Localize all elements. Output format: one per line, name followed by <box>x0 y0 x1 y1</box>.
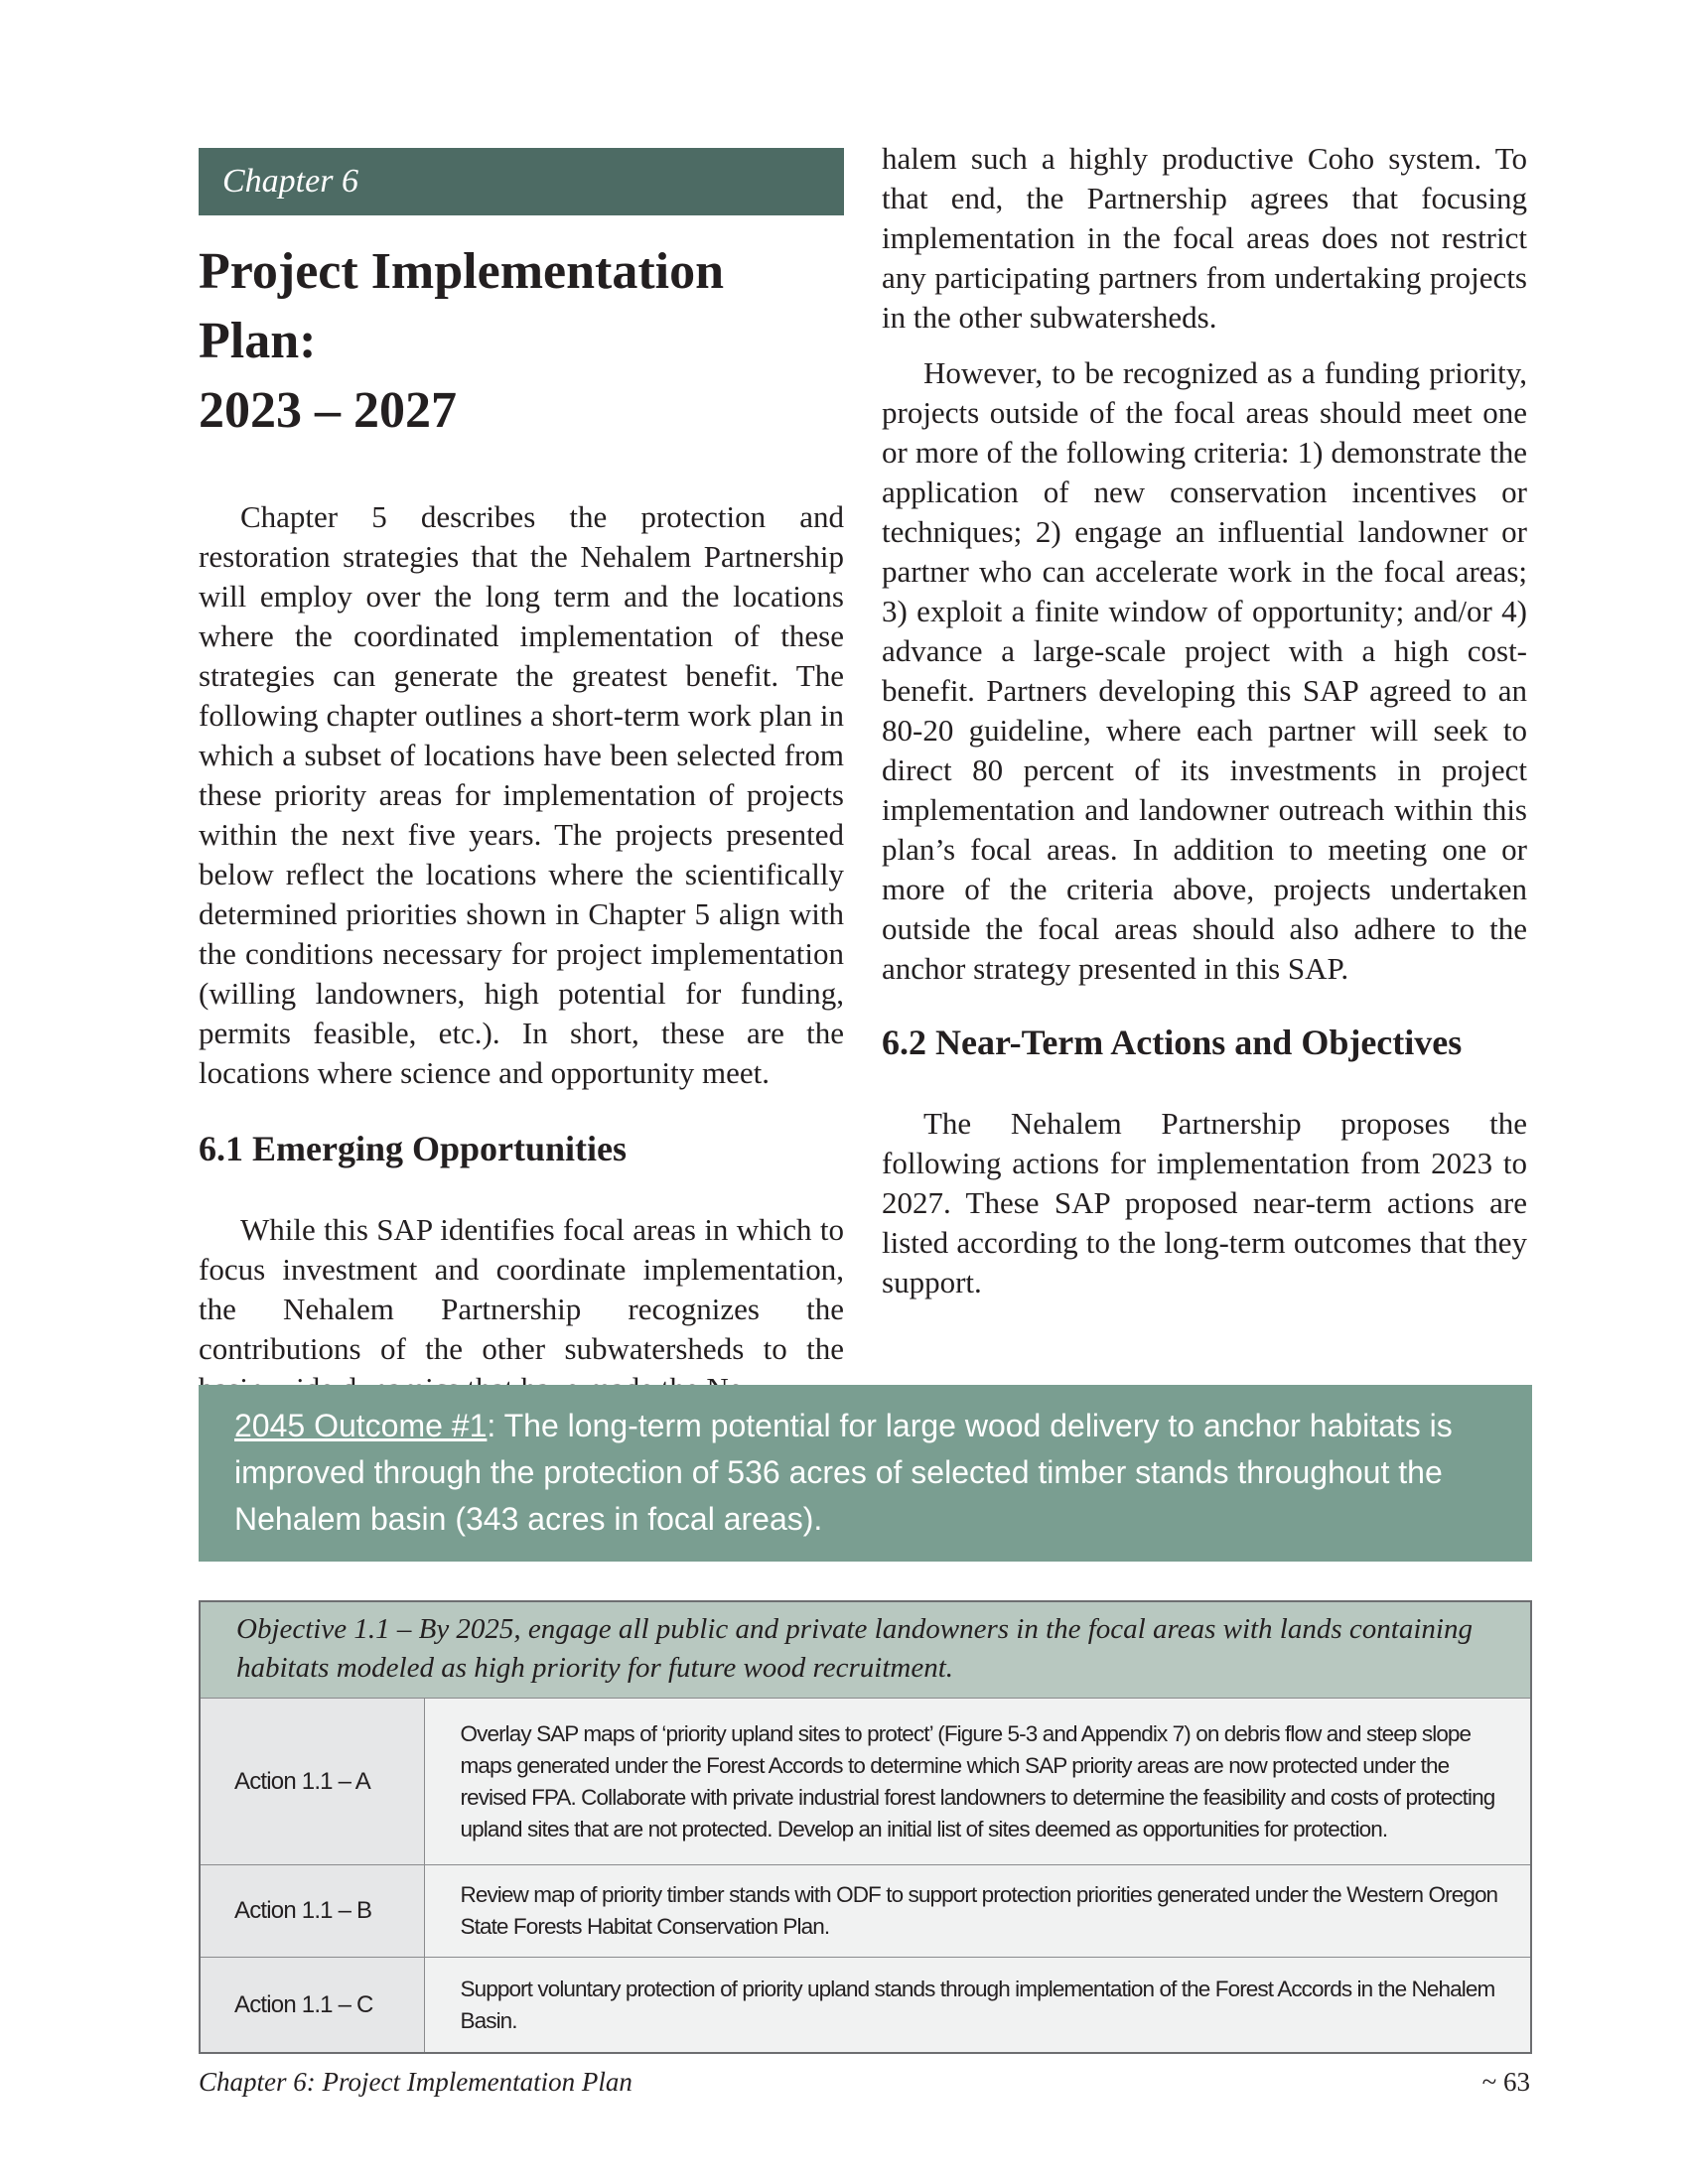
footer-chapter-title: Chapter 6: Project Implementation Plan <box>199 2067 633 2097</box>
table-row <box>200 1958 1531 2054</box>
table-row <box>200 1865 1531 1958</box>
table-row <box>200 1699 1531 1865</box>
chapter-banner: Chapter 6 <box>199 148 844 215</box>
right-column <box>882 139 1527 1302</box>
action-text: Support voluntary protection of priority upland stands through implementation of the Forest Accords in the Nehalem Basin. <box>424 1958 1531 2054</box>
chapter-title-line1: Project Implementation Plan: <box>199 243 725 369</box>
section-heading-6-2: 6.2 Near-Term Actions and Objectives <box>882 1023 1463 1062</box>
left-column <box>199 142 844 1409</box>
outcome-label: 2045 Outcome #1 <box>234 1408 488 1443</box>
objective-header-row <box>200 1601 1531 1699</box>
outcome-text: : The long-term potential for large wood delivery to anchor habitats is improved through the protection of 536 acres of selected timber stands throughout the Nehalem basin (343 acres in focal areas). <box>234 1408 1453 1537</box>
action-label: Action 1.1 – A <box>200 1699 424 1865</box>
outcome-box <box>199 1385 1532 1562</box>
objective-heading: Objective 1.1 – By 2025, engage all public and private landowners in the focal areas with lands containing habitats modeled as high priority for future wood recruitment. <box>200 1601 1531 1699</box>
chapter-title <box>199 237 844 446</box>
section-6-2-paragraph: The Nehalem Partnership proposes the following actions for implementation from 2023 to 2027. These SAP proposed near-term actions are listed according to the long-term outcomes that they support. <box>882 1106 1527 1299</box>
continued-paragraph: halem such a highly productive Coho system. To that end, the Partnership agrees that focusing implementation in the focal areas does not restrict any participating partners from undertaking projects in the other subwatersheds. <box>882 141 1527 335</box>
action-text: Overlay SAP maps of ‘priority upland sites to protect’ (Figure 5-3 and Appendix 7) on debris flow and steep slope maps generated under the Forest Accords to determine which SAP priority areas are now protected under the revised FPA. Collaborate with private industrial forest landowners to determine the feasibility and costs of protecting upland sites that are not protected. Develop an initial list of sites deemed as opportunities for protection. <box>424 1699 1531 1865</box>
section-6-1-paragraph: While this SAP identifies focal areas in which to focus investment and coordinate implementation, the Nehalem Partnership recognizes the contributions of the other subwatersheds to the <box>199 1212 844 1366</box>
intro-paragraph: Chapter 5 describes the protection and restoration strategies that the Nehalem Partnership will employ over the long term and the locations where the coordinated implementation of these strategies can generate the greatest benefit. The following chapter outlines a short-term work plan in which a subset of locations have been selected from these priority areas for implementation of projects within the next five years. The projects presented below reflect the locations where the scientifically determined priorities shown in Chapter 5 align with the conditions necessary for project implementation (willing landowners, high potential for funding, permits feasible, etc.). In short, these are the locations where science and opportunity meet. <box>199 499 844 1090</box>
action-label: Action 1.1 – B <box>200 1865 424 1958</box>
action-label: Action 1.1 – C <box>200 1958 424 2054</box>
action-text: Review map of priority timber stands with ODF to support protection priorities generated under the Western Oregon State Forests Habitat Conservation Plan. <box>424 1865 1531 1958</box>
objective-table <box>199 1600 1532 2054</box>
section-heading-6-1: 6.1 Emerging Opportunities <box>199 1129 628 1168</box>
footer-page-number: ~ 63 <box>1481 2067 1530 2097</box>
chapter-title-line2: 2023 – 2027 <box>199 382 457 439</box>
criteria-paragraph: However, to be recognized as a funding priority, projects outside of the focal areas should meet one or more of the following criteria: 1) demonstrate the application of new conservation incentives or techniques; 2) engage an influential landowner or partner who can accelerate work in the focal areas; 3) exploit a finite window of opportunity; and/or 4) advance a large-scale project with a high cost-benefit. Partners developing this SAP agreed to an 80-20 guideline, where each partner will seek to direct 80 percent of its investments in project implementation and landowner outreach within this plan’s focal areas. In addition to meeting one or more of the criteria above, projects undertaken outside the focal areas should also adhere to the anchor strategy presented in this SAP. <box>882 355 1527 986</box>
